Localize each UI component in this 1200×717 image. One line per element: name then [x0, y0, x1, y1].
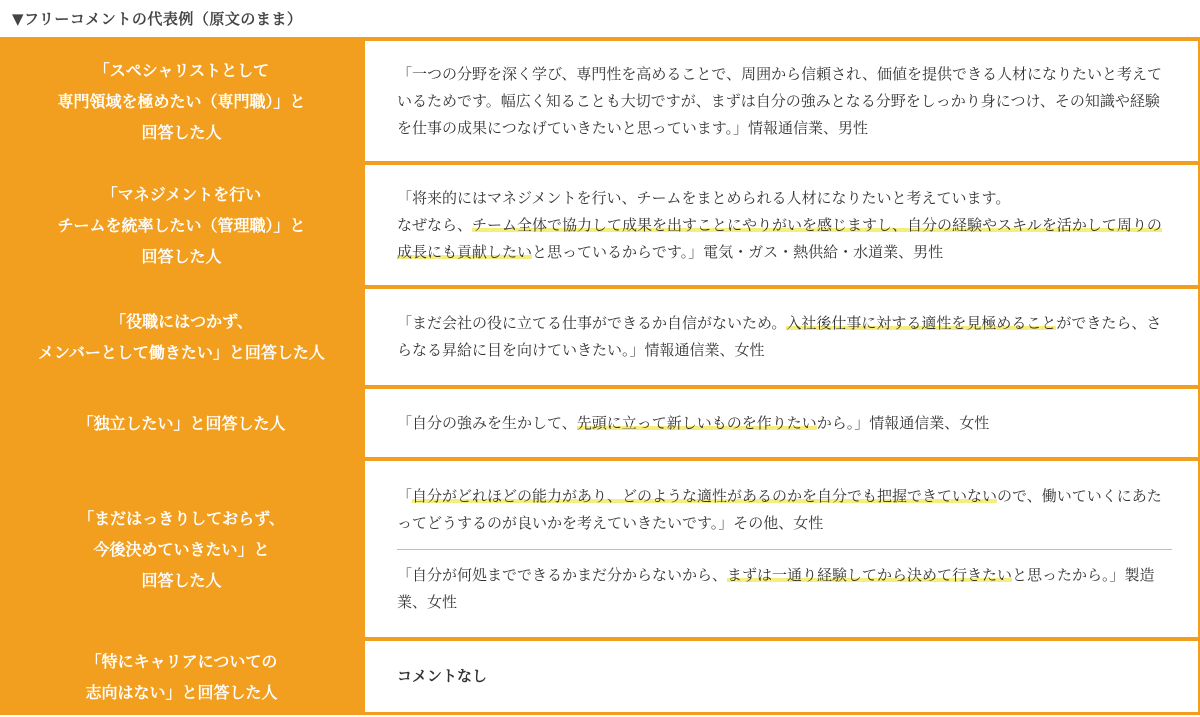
table-row — [0, 641, 1198, 712]
no-comment-text: コメントなし — [397, 667, 488, 685]
table-row — [0, 389, 1198, 457]
comment-segment: 「 — [397, 486, 413, 505]
highlighted-text: まずは一通り経験してから決めて行きたい — [727, 565, 1013, 584]
comment-text — [397, 663, 1172, 690]
comment-segment: から。」情報通信業、女性 — [816, 413, 990, 432]
comment-table — [0, 37, 1200, 715]
comment-text — [397, 61, 1172, 142]
table-row — [0, 165, 1198, 285]
row-comments — [365, 641, 1198, 712]
row-label: 「スペシャリストとして 専門領域を極めたい（専門職）」と 回答した人 — [57, 60, 306, 142]
table-row — [0, 41, 1198, 161]
highlighted-text: 先頭に立って新しいものを作りたい — [576, 413, 817, 432]
comment-segment: と思っているからです。」電気・ガス・熱供給・水道業、男性 — [532, 242, 944, 261]
row-label: 「独立したい」と回答した人 — [77, 413, 286, 433]
comment-segment: ので、働いていくにあたってどうするのが良いかを考えていきたいです。」その他、女性 — [397, 486, 1162, 532]
comment-segment: と思ったから。」製造業、女性 — [397, 565, 1155, 611]
highlighted-text: チーム全体で協力して成果を出すことにやりがいを感じますし、自分の経験やスキルを活かして周りの成長にも貢献したい — [397, 215, 1162, 261]
row-comments — [365, 289, 1198, 385]
table-row — [0, 461, 1198, 637]
highlighted-text: 自分がどれほどの能力があり、どのような適性があるのかを自分でも把握できていない — [412, 486, 998, 505]
highlighted-text: 入社後仕事に対する適性を見極めること — [786, 314, 1057, 332]
comment-segment: 「自分の強みを生かして、 — [397, 413, 577, 432]
comment-segment: 「自分が何処までできるかまだ分からないから、 — [397, 565, 728, 584]
comment-segment: 「まだ会社の役に立てる仕事ができるか自信がないため。 — [397, 314, 787, 332]
row-comments — [365, 461, 1198, 637]
table-row — [0, 289, 1198, 385]
row-comments — [365, 41, 1198, 161]
comment-text — [397, 410, 1172, 437]
row-comments — [365, 165, 1198, 285]
row-label: 「マネジメントを行い チームを統率したい（管理職）」と 回答した人 — [57, 184, 306, 266]
section-heading: ▼フリーコメントの代表例（原文のまま） — [12, 10, 303, 28]
comment-segment: 「一つの分野を深く学び、専門性を高めることで、周囲から信頼され、価値を提供できる人材になりたいと考えているためです。幅広く知ることも大切ですが、まずは自分の強みとなる分野をしっかり身につけ、その知識や経験を仕事の成果につなげていきたいと思っています。」情報通信業、男性 — [397, 64, 1163, 137]
row-label: 「特にキャリアについての 志向はない」と回答した人 — [85, 651, 278, 702]
row-comments — [365, 389, 1198, 457]
comment-text — [397, 562, 1172, 616]
row-label: 「まだはっきりしておらず、 今後決めていきたい」と 回答した人 — [78, 508, 285, 590]
comment-segment: 「将来的にはマネジメントを行い、チームをまとめられる人材になりたいと考えています。 なぜなら、 — [397, 188, 1011, 234]
comment-segment: ができたら、さらなる昇給に目を向けていきたい。」情報通信業、女性 — [397, 314, 1162, 359]
row-label: 「役職にはつかず、 メンバーとして働きたい」と回答した人 — [38, 312, 325, 362]
comment-text — [397, 310, 1172, 364]
comment-divider — [397, 549, 1172, 550]
comment-text — [397, 185, 1172, 266]
comment-text — [397, 483, 1172, 537]
